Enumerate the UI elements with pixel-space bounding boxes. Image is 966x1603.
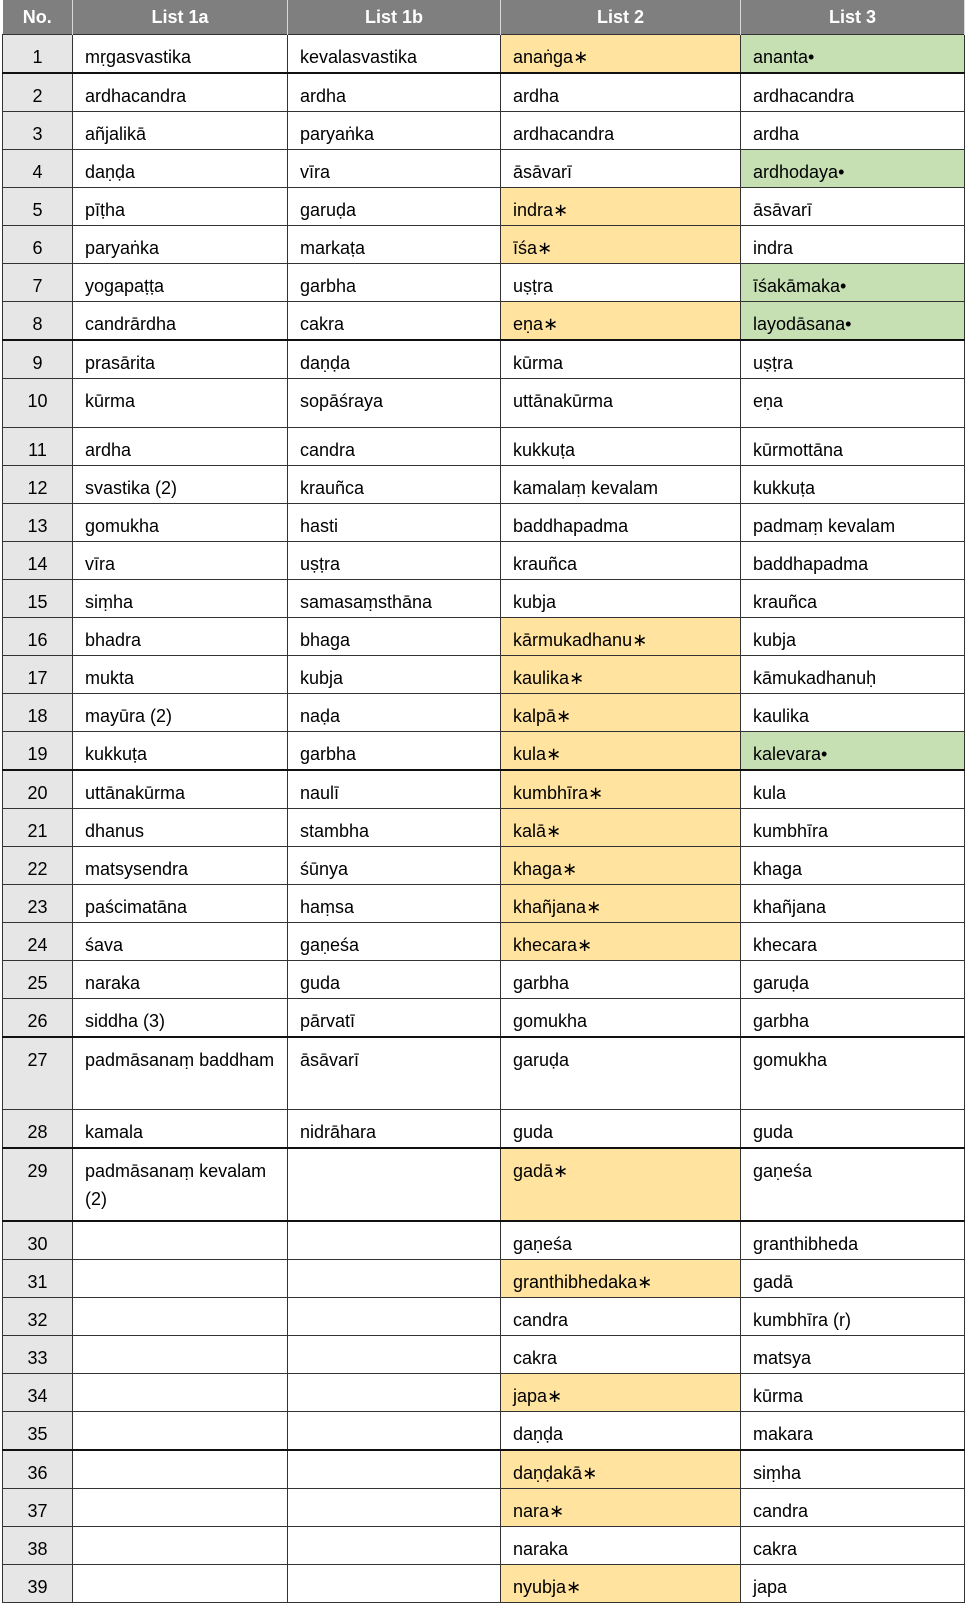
- table-row: [3, 732, 965, 771]
- list-1a-cell: matsysendra: [73, 847, 288, 885]
- list-2-cell: ardha: [501, 73, 741, 112]
- row-number-cell: 14: [3, 542, 73, 580]
- table-body: [3, 35, 965, 1603]
- list-2-cell: uṣṭra: [501, 264, 741, 302]
- list-3-cell: kaulika: [741, 694, 965, 732]
- list-3-cell: khañjana: [741, 885, 965, 923]
- list-2-cell: guda: [501, 1110, 741, 1149]
- row-number-cell: 32: [3, 1298, 73, 1336]
- table-row: [3, 656, 965, 694]
- table-row: [3, 428, 965, 466]
- list-3-cell: baddhapadma: [741, 542, 965, 580]
- list-1a-cell: siddha (3): [73, 999, 288, 1038]
- list-1b-cell: pārvatī: [288, 999, 501, 1038]
- list-3-cell: īśakāmaka•: [741, 264, 965, 302]
- table-row: [3, 379, 965, 428]
- list-1b-cell: kevalasvastika: [288, 35, 501, 74]
- list-1b-cell: [288, 1489, 501, 1527]
- row-number-cell: 5: [3, 188, 73, 226]
- table-row: [3, 466, 965, 504]
- list-2-cell: ardhacandra: [501, 112, 741, 150]
- list-3-cell: āsāvarī: [741, 188, 965, 226]
- row-number-cell: 3: [3, 112, 73, 150]
- table-row: [3, 1298, 965, 1336]
- list-3-cell: uṣṭra: [741, 340, 965, 379]
- table-row: [3, 150, 965, 188]
- list-1b-cell: hasti: [288, 504, 501, 542]
- list-3-cell: matsya: [741, 1336, 965, 1374]
- list-1a-cell: [73, 1565, 288, 1603]
- list-1a-cell: ardhacandra: [73, 73, 288, 112]
- list-3-cell: granthibheda: [741, 1221, 965, 1260]
- table-row: [3, 961, 965, 999]
- row-number-cell: 21: [3, 809, 73, 847]
- list-1b-cell: śūnya: [288, 847, 501, 885]
- row-number-cell: 26: [3, 999, 73, 1038]
- list-1b-cell: [288, 1565, 501, 1603]
- list-1a-cell: bhadra: [73, 618, 288, 656]
- row-number-cell: 13: [3, 504, 73, 542]
- header-row: [3, 0, 965, 35]
- list-2-cell: gadā∗: [501, 1148, 741, 1221]
- list-1a-cell: pīṭha: [73, 188, 288, 226]
- list-1a-cell: svastika (2): [73, 466, 288, 504]
- list-3-cell: kalevara•: [741, 732, 965, 771]
- row-number-cell: 10: [3, 379, 73, 428]
- list-1a-cell: añjalikā: [73, 112, 288, 150]
- list-1a-cell: candrārdha: [73, 302, 288, 341]
- table-row: [3, 1110, 965, 1149]
- list-1b-cell: [288, 1221, 501, 1260]
- list-1b-cell: gaṇeśa: [288, 923, 501, 961]
- list-2-cell: kula∗: [501, 732, 741, 771]
- list-2-cell: kaulika∗: [501, 656, 741, 694]
- list-1b-cell: guda: [288, 961, 501, 999]
- table-row: [3, 112, 965, 150]
- list-1b-cell: sopāśraya: [288, 379, 501, 428]
- row-number-cell: 4: [3, 150, 73, 188]
- row-number-cell: 15: [3, 580, 73, 618]
- table-row: [3, 923, 965, 961]
- table-row: [3, 618, 965, 656]
- row-number-cell: 29: [3, 1148, 73, 1221]
- list-2-cell: naraka: [501, 1527, 741, 1565]
- list-2-cell: granthibhedaka∗: [501, 1260, 741, 1298]
- list-3-cell: ardha: [741, 112, 965, 150]
- table-row: [3, 770, 965, 809]
- table-row: [3, 1037, 965, 1110]
- list-3-cell: indra: [741, 226, 965, 264]
- list-2-cell: baddhapadma: [501, 504, 741, 542]
- table-row: [3, 1412, 965, 1451]
- table-row: [3, 226, 965, 264]
- row-number-cell: 20: [3, 770, 73, 809]
- list-1b-cell: [288, 1450, 501, 1489]
- list-1b-cell: krauñca: [288, 466, 501, 504]
- list-1a-cell: naraka: [73, 961, 288, 999]
- row-number-cell: 17: [3, 656, 73, 694]
- row-number-cell: 36: [3, 1450, 73, 1489]
- table-row: [3, 1374, 965, 1412]
- row-number-cell: 38: [3, 1527, 73, 1565]
- list-3-cell: kukkuṭa: [741, 466, 965, 504]
- list-1b-cell: [288, 1298, 501, 1336]
- table-row: [3, 188, 965, 226]
- list-1b-cell: markaṭa: [288, 226, 501, 264]
- list-1b-cell: [288, 1412, 501, 1451]
- list-1a-cell: [73, 1260, 288, 1298]
- list-1b-cell: garuḍa: [288, 188, 501, 226]
- list-1a-cell: prasārita: [73, 340, 288, 379]
- row-number-cell: 37: [3, 1489, 73, 1527]
- list-2-cell: japa∗: [501, 1374, 741, 1412]
- row-number-cell: 2: [3, 73, 73, 112]
- list-1b-cell: stambha: [288, 809, 501, 847]
- list-1b-cell: nidrāhara: [288, 1110, 501, 1149]
- list-2-cell: nara∗: [501, 1489, 741, 1527]
- row-number-cell: 18: [3, 694, 73, 732]
- row-number-cell: 28: [3, 1110, 73, 1149]
- table-row: [3, 1336, 965, 1374]
- list-2-cell: nyubja∗: [501, 1565, 741, 1603]
- list-2-cell: āsāvarī: [501, 150, 741, 188]
- list-1b-cell: paryaṅka: [288, 112, 501, 150]
- list-1a-cell: gomukha: [73, 504, 288, 542]
- row-number-cell: 31: [3, 1260, 73, 1298]
- list-3-cell: ardhodaya•: [741, 150, 965, 188]
- row-number-cell: 19: [3, 732, 73, 771]
- list-2-cell: daṇḍakā∗: [501, 1450, 741, 1489]
- row-number-cell: 11: [3, 428, 73, 466]
- table-row: [3, 1148, 965, 1221]
- list-3-cell: cakra: [741, 1527, 965, 1565]
- row-number-cell: 24: [3, 923, 73, 961]
- list-3-cell: candra: [741, 1489, 965, 1527]
- list-1b-cell: kubja: [288, 656, 501, 694]
- list-1a-cell: daṇḍa: [73, 150, 288, 188]
- list-1a-cell: paryaṅka: [73, 226, 288, 264]
- list-1a-cell: dhanus: [73, 809, 288, 847]
- row-number-cell: 33: [3, 1336, 73, 1374]
- list-1b-cell: daṇḍa: [288, 340, 501, 379]
- list-1a-cell: [73, 1527, 288, 1565]
- row-number-cell: 7: [3, 264, 73, 302]
- list-2-cell: khecara∗: [501, 923, 741, 961]
- row-number-cell: 1: [3, 35, 73, 74]
- list-1a-cell: siṃha: [73, 580, 288, 618]
- table-row: [3, 1527, 965, 1565]
- table-row: [3, 542, 965, 580]
- table-row: [3, 35, 965, 74]
- list-1b-cell: [288, 1336, 501, 1374]
- list-1a-cell: [73, 1336, 288, 1374]
- list-2-cell: krauñca: [501, 542, 741, 580]
- list-1b-cell: garbha: [288, 732, 501, 771]
- row-number-cell: 9: [3, 340, 73, 379]
- list-1a-cell: vīra: [73, 542, 288, 580]
- list-3-cell: japa: [741, 1565, 965, 1603]
- list-1b-cell: [288, 1374, 501, 1412]
- table-row: [3, 694, 965, 732]
- list-2-cell: candra: [501, 1298, 741, 1336]
- list-1a-cell: [73, 1298, 288, 1336]
- table-row: [3, 1489, 965, 1527]
- list-1a-cell: [73, 1450, 288, 1489]
- list-3-cell: eṇa: [741, 379, 965, 428]
- list-1b-cell: naḍa: [288, 694, 501, 732]
- list-1b-cell: vīra: [288, 150, 501, 188]
- list-1a-cell: mayūra (2): [73, 694, 288, 732]
- row-number-cell: 35: [3, 1412, 73, 1451]
- list-1a-cell: yogapaṭṭa: [73, 264, 288, 302]
- row-number-cell: 6: [3, 226, 73, 264]
- list-3-cell: kūrmottāna: [741, 428, 965, 466]
- table-row: [3, 340, 965, 379]
- row-number-cell: 25: [3, 961, 73, 999]
- list-3-cell: kula: [741, 770, 965, 809]
- list-3-cell: gadā: [741, 1260, 965, 1298]
- list-2-cell: garbha: [501, 961, 741, 999]
- list-3-cell: khecara: [741, 923, 965, 961]
- list-2-cell: gomukha: [501, 999, 741, 1038]
- list-2-cell: khaga∗: [501, 847, 741, 885]
- list-2-cell: daṇḍa: [501, 1412, 741, 1451]
- list-1b-cell: cakra: [288, 302, 501, 341]
- table-row: [3, 1450, 965, 1489]
- list-1a-cell: mṛgasvastika: [73, 35, 288, 74]
- list-3-cell: gomukha: [741, 1037, 965, 1110]
- list-1a-cell: [73, 1489, 288, 1527]
- list-2-cell: īśa∗: [501, 226, 741, 264]
- list-2-cell: kārmukadhanu∗: [501, 618, 741, 656]
- table-row: [3, 580, 965, 618]
- list-3-cell: gaṇeśa: [741, 1148, 965, 1221]
- list-3-cell: kāmukadhanuḥ: [741, 656, 965, 694]
- list-1a-cell: padmāsanaṃ kevalam (2): [73, 1148, 288, 1221]
- list-1b-cell: garbha: [288, 264, 501, 302]
- list-3-cell: khaga: [741, 847, 965, 885]
- list-1a-cell: śava: [73, 923, 288, 961]
- list-1b-cell: haṃsa: [288, 885, 501, 923]
- list-3-cell: makara: [741, 1412, 965, 1451]
- list-3-cell: guda: [741, 1110, 965, 1149]
- list-3-cell: kumbhīra (r): [741, 1298, 965, 1336]
- list-3-cell: kubja: [741, 618, 965, 656]
- list-1a-cell: mukta: [73, 656, 288, 694]
- list-1a-cell: paścimatāna: [73, 885, 288, 923]
- list-2-cell: kalā∗: [501, 809, 741, 847]
- list-1b-cell: uṣṭra: [288, 542, 501, 580]
- list-2-cell: kūrma: [501, 340, 741, 379]
- row-number-cell: 34: [3, 1374, 73, 1412]
- list-1a-cell: ardha: [73, 428, 288, 466]
- row-number-cell: 16: [3, 618, 73, 656]
- list-1b-cell: candra: [288, 428, 501, 466]
- list-1a-cell: [73, 1412, 288, 1451]
- list-3-cell: garuḍa: [741, 961, 965, 999]
- table-row: [3, 847, 965, 885]
- list-1b-cell: [288, 1148, 501, 1221]
- header-list-1b: List 1b: [288, 0, 501, 35]
- list-3-cell: ananta•: [741, 35, 965, 74]
- list-1a-cell: [73, 1374, 288, 1412]
- table-row: [3, 1221, 965, 1260]
- list-2-cell: indra∗: [501, 188, 741, 226]
- table-row: [3, 302, 965, 341]
- header-no: No.: [3, 0, 73, 35]
- row-number-cell: 12: [3, 466, 73, 504]
- row-number-cell: 27: [3, 1037, 73, 1110]
- list-3-cell: siṃha: [741, 1450, 965, 1489]
- list-3-cell: kūrma: [741, 1374, 965, 1412]
- list-1a-cell: kūrma: [73, 379, 288, 428]
- list-2-cell: uttānakūrma: [501, 379, 741, 428]
- list-1b-cell: samasaṃsthāna: [288, 580, 501, 618]
- header-list-3: List 3: [741, 0, 965, 35]
- list-1b-cell: bhaga: [288, 618, 501, 656]
- list-1b-cell: naulī: [288, 770, 501, 809]
- table-row: [3, 1260, 965, 1298]
- table-row: [3, 73, 965, 112]
- list-2-cell: kukkuṭa: [501, 428, 741, 466]
- list-3-cell: krauñca: [741, 580, 965, 618]
- header-list-1a: List 1a: [73, 0, 288, 35]
- row-number-cell: 8: [3, 302, 73, 341]
- table-row: [3, 885, 965, 923]
- table-row: [3, 999, 965, 1038]
- table-row: [3, 1565, 965, 1603]
- list-2-cell: kumbhīra∗: [501, 770, 741, 809]
- list-2-cell: eṇa∗: [501, 302, 741, 341]
- list-1b-cell: [288, 1260, 501, 1298]
- list-2-cell: garuḍa: [501, 1037, 741, 1110]
- asana-lists-table: [2, 0, 965, 1603]
- list-2-cell: khañjana∗: [501, 885, 741, 923]
- list-1b-cell: āsāvarī: [288, 1037, 501, 1110]
- list-2-cell: kamalaṃ kevalam: [501, 466, 741, 504]
- list-1a-cell: kukkuṭa: [73, 732, 288, 771]
- list-1a-cell: kamala: [73, 1110, 288, 1149]
- table-row: [3, 504, 965, 542]
- table-header: [3, 0, 965, 35]
- list-1a-cell: padmāsanaṃ baddham: [73, 1037, 288, 1110]
- list-3-cell: layodāsana•: [741, 302, 965, 341]
- list-1a-cell: uttānakūrma: [73, 770, 288, 809]
- header-list-2: List 2: [501, 0, 741, 35]
- list-2-cell: kalpā∗: [501, 694, 741, 732]
- list-3-cell: ardhacandra: [741, 73, 965, 112]
- list-2-cell: anaṅga∗: [501, 35, 741, 74]
- list-1b-cell: [288, 1527, 501, 1565]
- list-3-cell: kumbhīra: [741, 809, 965, 847]
- list-2-cell: kubja: [501, 580, 741, 618]
- row-number-cell: 30: [3, 1221, 73, 1260]
- list-1a-cell: [73, 1221, 288, 1260]
- row-number-cell: 39: [3, 1565, 73, 1603]
- list-3-cell: padmaṃ kevalam: [741, 504, 965, 542]
- table-row: [3, 809, 965, 847]
- row-number-cell: 22: [3, 847, 73, 885]
- list-2-cell: gaṇeśa: [501, 1221, 741, 1260]
- row-number-cell: 23: [3, 885, 73, 923]
- list-2-cell: cakra: [501, 1336, 741, 1374]
- table-row: [3, 264, 965, 302]
- list-1b-cell: ardha: [288, 73, 501, 112]
- list-3-cell: garbha: [741, 999, 965, 1038]
